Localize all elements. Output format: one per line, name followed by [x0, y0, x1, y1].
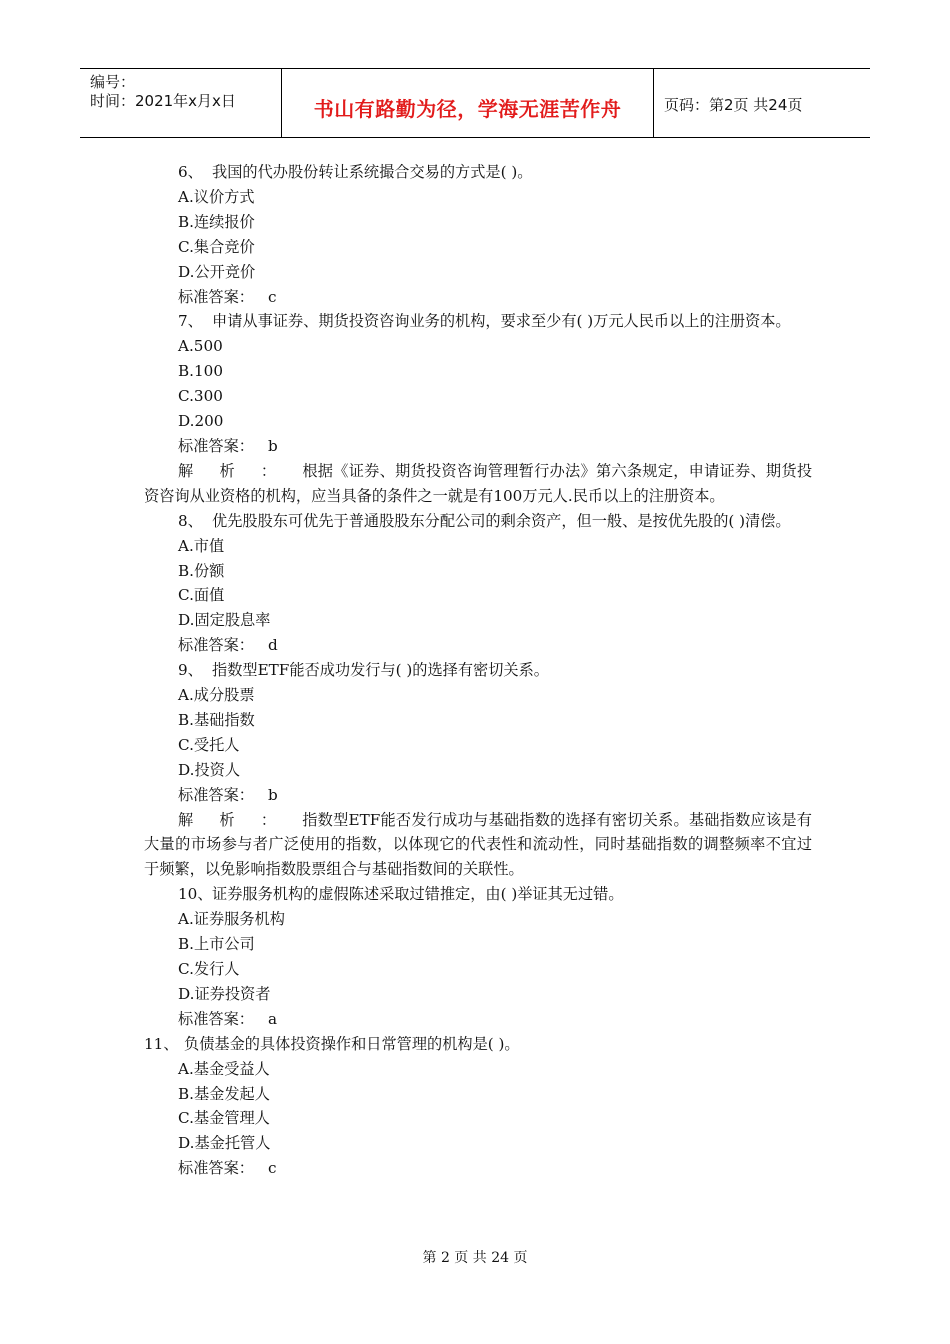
question-text: 负债基金的具体投资操作和日常管理的机构是( )。	[184, 1034, 520, 1053]
answer-label: 标准答案：	[178, 287, 254, 306]
answer-row	[144, 633, 812, 658]
page-header	[80, 68, 870, 138]
option: C.集合竞价	[178, 237, 255, 256]
question-number: 6、	[178, 163, 203, 181]
question-text: 优先股股东可优先于普通股股东分配公司的剩余资产，但一般、是按优先股的( )清偿。	[212, 511, 791, 530]
option: C.基金管理人	[178, 1109, 270, 1128]
option: A.市值	[178, 536, 225, 555]
explanation	[144, 459, 812, 509]
option: B.基金发起人	[178, 1084, 270, 1103]
option: D.投资人	[178, 760, 241, 779]
question-number: 11、	[144, 1034, 179, 1053]
option: D.200	[178, 412, 224, 431]
header-page-label: 页码：第2页 共24页	[664, 96, 803, 114]
option: B.100	[178, 362, 223, 381]
question-9	[144, 658, 812, 683]
question-text: 我国的代办股份转让系统撮合交易的方式是( )。	[212, 163, 533, 181]
header-divider	[653, 69, 654, 137]
question-6	[144, 160, 812, 185]
answer-value: a	[267, 1009, 277, 1028]
header-motto: 书山有路勤为径，学海无涯苦作舟	[313, 97, 622, 121]
option: A.议价方式	[178, 187, 255, 206]
date-label: 时间：2021年x月x日	[90, 92, 236, 110]
explanation	[144, 808, 812, 883]
option: D.固定股息率	[178, 611, 271, 630]
question-8	[144, 509, 812, 534]
question-11	[144, 1032, 812, 1057]
answer-row	[144, 1007, 812, 1032]
answer-row	[144, 285, 812, 310]
answer-label: 标准答案：	[178, 1159, 254, 1178]
option: C.受托人	[178, 735, 240, 754]
explanation-text: 根据《证券、期货投资咨询管理暂行办法》第六条规定，申请证券、期货投资咨询从业资格的机构，应当具备的条件之一就是有100万元人.民币以上的注册资本。	[144, 461, 813, 505]
answer-label: 标准答案：	[178, 1009, 254, 1028]
option: C.300	[178, 387, 223, 406]
answer-value: c	[267, 287, 277, 306]
option: A.成分股票	[178, 686, 255, 705]
question-10	[144, 882, 812, 907]
option: A.证券服务机构	[178, 910, 285, 929]
question-number: 8、	[178, 511, 203, 530]
option: A.基金受益人	[178, 1059, 270, 1078]
option: C.面值	[178, 586, 225, 605]
answer-label: 标准答案：	[178, 785, 254, 804]
explanation-text: 指数型ETF能否发行成功与基础指数的选择有密切关系。基础指数应该是有大量的市场参与者广泛使用的指数，以体现它的代表性和流动性，同时基础指数的调整频率不宜过于频繁，以免影响指数股票组合与基础指数间的关联性。	[144, 810, 812, 879]
question-text: 指数型ETF能否成功发行与( )的选择有密切关系。	[212, 661, 549, 680]
question-list	[144, 160, 812, 1181]
question-number: 7、	[178, 312, 203, 331]
serial-number-label: 编号：	[90, 73, 136, 91]
answer-value: c	[267, 1159, 277, 1178]
question-number: 9、	[178, 661, 203, 680]
explanation-label: 解析：	[178, 810, 303, 829]
answer-label: 标准答案：	[178, 436, 254, 455]
answer-row	[144, 783, 812, 808]
answer-value: b	[267, 436, 278, 455]
option: B.份额	[178, 561, 225, 580]
option: D.证券投资者	[178, 984, 271, 1003]
option: A.500	[178, 337, 223, 356]
option: D.公开竞价	[178, 262, 256, 281]
page-footer: 第 2 页 共 24 页	[422, 1250, 528, 1266]
answer-label: 标准答案：	[178, 636, 254, 655]
answer-row	[144, 434, 812, 459]
answer-row	[144, 1156, 812, 1181]
question-number: 10、	[178, 885, 213, 904]
question-7	[144, 309, 812, 334]
question-text: 证券服务机构的虚假陈述采取过错推定，由( )举证其无过错。	[212, 885, 624, 904]
option: B.连续报价	[178, 212, 255, 231]
answer-value: b	[267, 785, 278, 804]
option: B.基础指数	[178, 710, 255, 729]
option: D.基金托管人	[178, 1134, 271, 1153]
explanation-label: 解析：	[178, 461, 303, 480]
option: B.上市公司	[178, 935, 255, 954]
question-text: 申请从事证券、期货投资咨询业务的机构，要求至少有( )万元人民币以上的注册资本。	[212, 312, 791, 331]
answer-value: d	[267, 636, 278, 655]
option: C.发行人	[178, 960, 240, 978]
header-left	[90, 73, 236, 111]
